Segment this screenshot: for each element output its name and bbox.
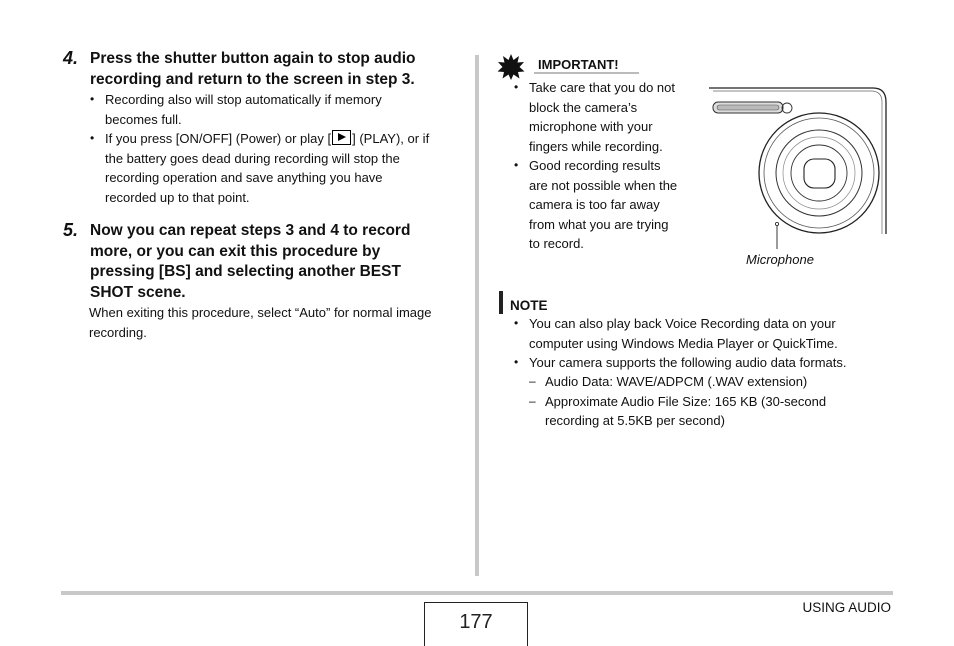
list-item [89, 90, 469, 129]
step-5-title [90, 221, 470, 303]
bullet-line: • Take care that you do not [529, 80, 675, 95]
bullet-line: the battery goes dead during recording will stop the [105, 150, 400, 166]
bullet-text: If you press [ON/OFF] (Power) or play [ [105, 131, 332, 146]
important-underline [534, 72, 639, 74]
list-item [513, 353, 893, 373]
bullet-line: – Approximate Audio File Size: 165 KB (30-second [545, 393, 827, 409]
step-4-title-line: Press the shutter button again to stop audio [90, 50, 416, 67]
list-item [529, 372, 889, 392]
step-4-title [90, 49, 470, 90]
bullet-line: • Good recording results [529, 158, 661, 173]
step-5-number: 5. [63, 220, 79, 240]
step-5-title-line: pressing [BS] and selecting another BEST [90, 263, 401, 280]
important-label: IMPORTANT! [538, 57, 619, 72]
paragraph-line: recording. [89, 324, 147, 340]
bullet-line: block the camera’s [529, 99, 638, 115]
step-5-title-line: more, or you can exit this procedure by [90, 242, 381, 260]
bullet-line: recorded up to that point. [105, 189, 250, 205]
footer-rule [61, 591, 893, 595]
bullet-line: recording operation and save anything you have [105, 170, 383, 185]
note-label: NOTE [510, 298, 548, 313]
bullet-text: ] (PLAY), or if [352, 131, 430, 146]
bullet-line: recording at 5.5KB per second) [545, 413, 725, 428]
list-item [529, 392, 889, 431]
bullet-line: fingers while recording. [529, 138, 663, 154]
bullet-line: • You can also play back Voice Recording data on your [529, 316, 836, 331]
step-4-bullets [89, 90, 469, 207]
step-5-title-line: Now you can repeat steps 3 and 4 to record [90, 222, 411, 239]
note-dash-list [529, 372, 889, 431]
list-item [89, 129, 469, 207]
bullet-line: from what you are trying [529, 216, 669, 232]
step-4-number: 4. [63, 48, 79, 68]
bullet-line: becomes full. [105, 111, 182, 127]
bullet-line: computer using Windows Media Player or QuickTime. [529, 335, 838, 351]
bullet-line: to record. [529, 236, 584, 251]
list-item [513, 156, 698, 254]
bullet-line: are not possible when the [529, 177, 678, 193]
page-number: 177 [424, 602, 528, 646]
step-5-paragraph [89, 303, 469, 342]
list-item [513, 78, 698, 156]
play-icon [332, 130, 351, 145]
bullet-line: – Audio Data: WAVE/ADPCM (.WAV extension) [545, 374, 808, 389]
bullet-line [105, 129, 469, 149]
column-divider [475, 55, 479, 576]
section-label: USING AUDIO [802, 600, 891, 615]
note-bullets [513, 314, 893, 373]
camera-illustration [705, 84, 895, 254]
step-5-title-line: SHOT scene. [90, 283, 186, 301]
bullet-line: • Your camera supports the following audio data formats. [529, 355, 847, 370]
important-bullets [513, 78, 698, 254]
important-burst-icon [497, 54, 525, 80]
paragraph-line: When exiting this procedure, select “Auto” for normal image [89, 305, 432, 320]
bullet-line: microphone with your [529, 119, 653, 134]
bullet-line: camera is too far away [529, 197, 660, 212]
microphone-caption: Microphone [746, 252, 814, 267]
note-bar [499, 291, 503, 314]
list-item [513, 314, 893, 353]
bullet-line: • Recording also will stop automatically if memory [105, 92, 382, 107]
step-4-title-line: recording and return to the screen in step 3. [90, 70, 415, 88]
